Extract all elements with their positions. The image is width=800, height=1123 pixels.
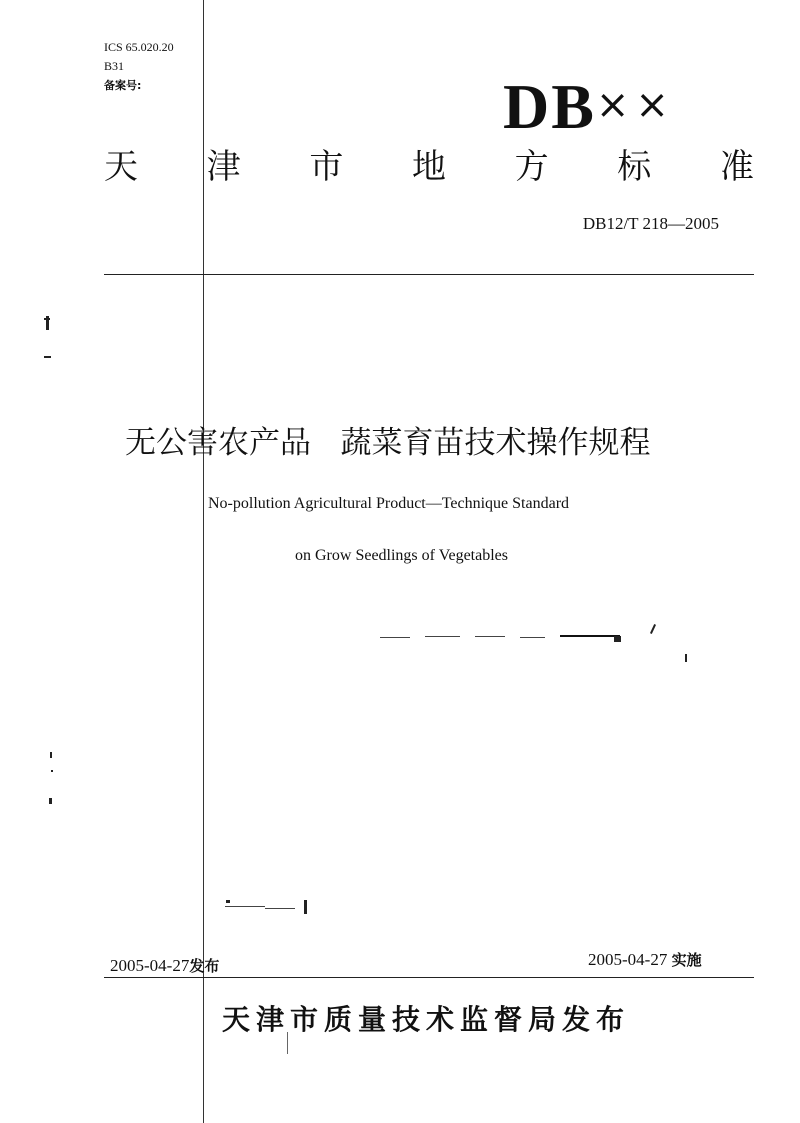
implement-date-value: 2005-04-27 (588, 950, 668, 969)
standard-type-char: 津 (206, 147, 241, 187)
ics-code: ICS 65.020.20 (104, 40, 174, 54)
standard-type-char: 方 (514, 147, 549, 187)
standard-prefix: DB (503, 71, 596, 142)
classification-code: B31 (104, 59, 125, 73)
footer-divider (104, 977, 754, 978)
english-title-line1: No-pollution Agricultural Product—Technique Standard (208, 495, 570, 512)
standard-number: DB12/T 218—2005 (582, 214, 719, 233)
standard-type-char: 准 (719, 147, 754, 187)
implement-date (588, 949, 702, 970)
standard-type-char: 标 (617, 147, 652, 187)
standard-prefix-logo (503, 70, 675, 142)
standard-prefix-marks: ×× (595, 82, 675, 128)
standard-type-char: 地 (411, 147, 446, 187)
standard-type-title (104, 145, 754, 189)
record-number-label: 备案号: (104, 79, 142, 92)
chinese-title: 无公害农产品 蔬菜育苗技术操作规程 (125, 425, 651, 461)
standard-type-char: 市 (309, 147, 344, 187)
issue-date (110, 955, 219, 976)
issue-date-value: 2005-04-27 (110, 956, 190, 975)
standard-type-char: 天 (104, 147, 138, 187)
implement-label: 实施 (671, 951, 702, 969)
publisher: 天津市质量技术监督局发布 (222, 1003, 631, 1036)
issue-label: 发布 (189, 957, 220, 975)
header-divider (104, 274, 754, 275)
english-title-line2: on Grow Seedlings of Vegetables (295, 547, 508, 564)
